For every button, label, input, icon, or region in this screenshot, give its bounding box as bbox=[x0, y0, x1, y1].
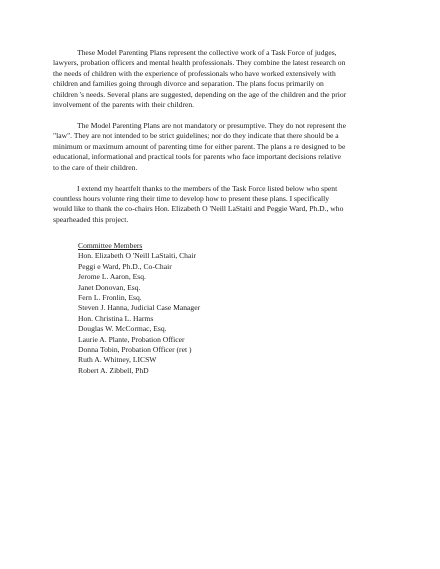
text-line: to the care of their children. bbox=[53, 162, 138, 172]
committee-member: Peggi e Ward, Ph.D., Co-Chair bbox=[78, 261, 172, 271]
text-line: These Model Parenting Plans represent the collective work of a Task Force of judges, bbox=[77, 48, 337, 57]
committee-member: Laurie A. Plante, Probation Officer bbox=[78, 334, 185, 344]
committee-list bbox=[78, 241, 200, 376]
body-text bbox=[53, 48, 400, 236]
text-line: minimum or maximum amount of parenting time for either parent. The plans a re designed to be bbox=[53, 141, 346, 151]
text-line: lawyers, probation officers and mental health professionals. They combine the latest research on bbox=[53, 58, 346, 68]
text-line: spearheaded this project. bbox=[53, 214, 129, 224]
committee-member: Ruth A. Whitney, LICSW bbox=[78, 355, 157, 365]
committee-member: Hon. Elizabeth O 'Neill LaStaiti, Chair bbox=[78, 251, 196, 261]
committee-member: Donna Tobin, Probation Officer (ret ) bbox=[78, 345, 192, 355]
committee-member: Hon. Christina L. Harms bbox=[78, 313, 154, 323]
text-line: the needs of children with the experience of professionals who have worked extensively with bbox=[53, 68, 336, 78]
committee-member: Steven J. Hanna, Judicial Case Manager bbox=[78, 303, 201, 313]
text-line: "law". They are not intended to be strict guidelines; nor do they indicate that there should be a bbox=[53, 131, 339, 141]
text-line: countless hours volunte ring their time to develop how to present these plans. I specifically bbox=[53, 194, 330, 204]
committee-member: Robert A. Zibbell, PhD bbox=[78, 365, 149, 375]
committee-member: Jerome L. Aaron, Esq. bbox=[78, 272, 146, 282]
paragraph-thanks bbox=[53, 184, 400, 226]
text-line: involvement of the parents with their children. bbox=[53, 100, 195, 110]
paragraph-not-mandatory bbox=[53, 121, 400, 173]
paragraph-intro bbox=[53, 48, 400, 110]
text-line: I extend my heartfelt thanks to the members of the Task Force listed below who spent bbox=[77, 183, 338, 193]
committee-heading: Committee Members bbox=[78, 241, 143, 250]
text-line: children 's needs. Several plans are suggested, depending on the age of the children and the prior bbox=[53, 89, 347, 99]
committee-member: Janet Donovan, Esq. bbox=[78, 282, 141, 292]
text-line: would like to thank the co-chairs Hon. Elizabeth O 'Neill LaStaiti and Peggie Ward, Ph.D., who bbox=[53, 204, 344, 214]
text-line: educational, informational and practical tools for parents who face important decisions relative bbox=[53, 152, 342, 162]
text-line: The Model Parenting Plans are not mandatory or presumptive. They do not represent the bbox=[77, 121, 346, 131]
committee-member: Fern L. Fronlin, Esq. bbox=[78, 293, 142, 303]
text-line: children and families going through divorce and separation. The plans focus primarily on bbox=[53, 79, 324, 89]
committee-member: Douglas W. McCormac, Esq. bbox=[78, 324, 167, 334]
